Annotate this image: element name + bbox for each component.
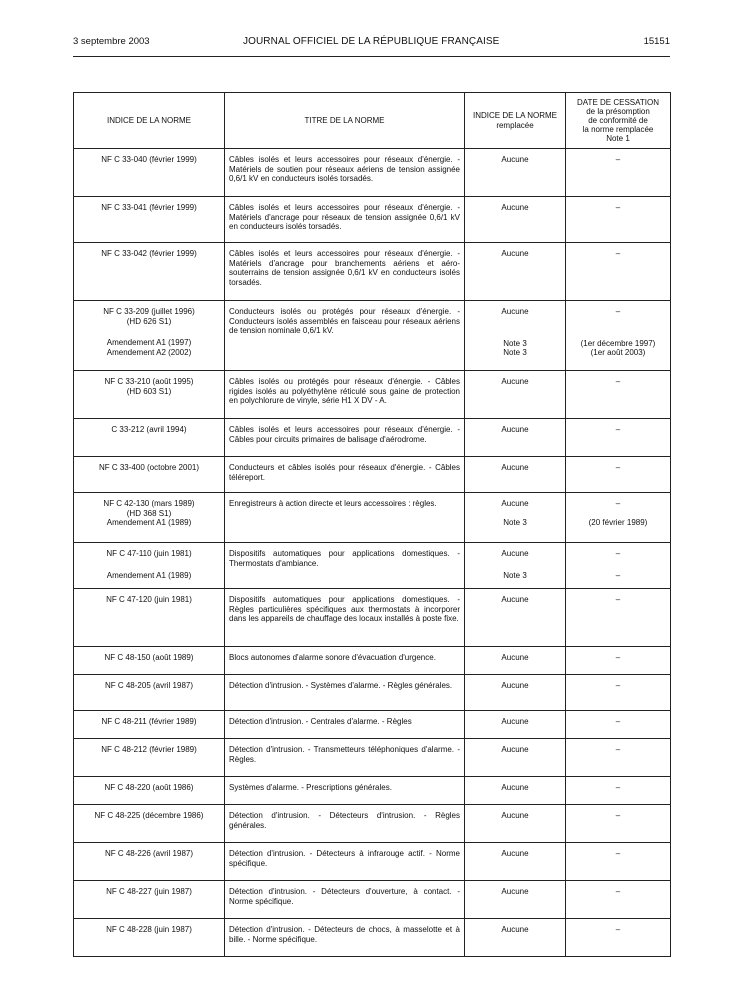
table-row bbox=[74, 301, 671, 371]
norm-index-hd: (HD 368 S1) bbox=[126, 508, 172, 518]
amendment-date: (20 février 1989) bbox=[588, 517, 648, 527]
cessation-date: – bbox=[566, 457, 671, 493]
norm-index: NF C 33-040 (février 1999) bbox=[74, 149, 225, 197]
norm-index: NF C 33-042 (février 1999) bbox=[74, 243, 225, 301]
page-header bbox=[73, 36, 670, 52]
cessation-date: – bbox=[615, 549, 621, 558]
norm-index: NF C 47-110 (juin 1981) bbox=[106, 549, 192, 558]
replaced-norm: Aucune bbox=[465, 197, 566, 243]
cessation-date: – bbox=[566, 149, 671, 197]
norm-title: Dispositifs automatiques pour applications domestiques. - Thermostats d'ambiance. bbox=[225, 543, 465, 589]
replaced-norm: Aucune bbox=[465, 149, 566, 197]
norm-title: Détection d'intrusion. - Centrales d'alarme. - Règles bbox=[225, 711, 465, 739]
norm-index-hd: (HD 626 S1) bbox=[126, 316, 172, 326]
amendment-index: Amendement A1 (1989) bbox=[106, 570, 192, 580]
column-header-date-line: DATE DE CESSATION bbox=[577, 97, 659, 107]
cessation-date: – bbox=[566, 589, 671, 647]
cessation-date: – bbox=[566, 777, 671, 805]
replaced-norm-cell bbox=[465, 301, 566, 371]
replaced-norm: Aucune bbox=[465, 777, 566, 805]
cessation-date: – bbox=[566, 197, 671, 243]
norm-index: NF C 48-227 (juin 1987) bbox=[74, 881, 225, 919]
norm-index: NF C 48-228 (juin 1987) bbox=[74, 919, 225, 957]
norm-index-hd: (HD 603 S1) bbox=[126, 386, 172, 396]
table-row bbox=[74, 243, 671, 301]
table-row bbox=[74, 589, 671, 647]
replaced-norm-cell bbox=[465, 493, 566, 543]
norm-title: Détection d'intrusion. - Détecteurs d'intrusion. - Règles générales. bbox=[225, 805, 465, 843]
norm-title: Câbles isolés et leurs accessoires pour réseaux d'énergie. - Câbles pour circuits primaires de balisage d'aérodrome. bbox=[225, 419, 465, 457]
replaced-norm: Aucune bbox=[501, 307, 529, 316]
norm-index: NF C 48-226 (avril 1987) bbox=[74, 843, 225, 881]
table-row bbox=[74, 777, 671, 805]
table-row bbox=[74, 149, 671, 197]
cessation-date-cell bbox=[566, 543, 671, 589]
norm-title: Détection d'intrusion. - Détecteurs d'ouverture, à contact. - Norme spécifique. bbox=[225, 881, 465, 919]
norm-title: Conducteurs isolés ou protégés pour réseaux d'énergie. - Conducteurs isolés assemblés en faisceau pour réseaux aériens de tension nominale 0,6/1 kV. bbox=[225, 301, 465, 371]
norm-index: NF C 48-205 (avril 1987) bbox=[74, 675, 225, 711]
norm-index: NF C 48-225 (décembre 1986) bbox=[74, 805, 225, 843]
norm-title: Systèmes d'alarme. - Prescriptions générales. bbox=[225, 777, 465, 805]
header-rule bbox=[73, 56, 670, 57]
replaced-norm: Aucune bbox=[465, 589, 566, 647]
norm-title: Câbles isolés et leurs accessoires pour réseaux d'énergie. - Matériels d'ancrage pour réseaux de tension assignée 0,6/1 kV en conducteurs isolés torsadés. bbox=[225, 197, 465, 243]
replaced-norm: Aucune bbox=[465, 711, 566, 739]
column-header-replaced-line: INDICE DE LA NORME bbox=[472, 111, 557, 121]
table-row bbox=[74, 371, 671, 419]
norm-title: Détection d'intrusion. - Détecteurs à infrarouge actif. - Norme spécifique. bbox=[225, 843, 465, 881]
norm-title: Câbles isolés et leurs accessoires pour réseaux d'énergie. - Matériels de soutien pour réseaux aériens de tension assignée 0,6/1 kV en conducteurs isolés torsadés. bbox=[225, 149, 465, 197]
table-row bbox=[74, 197, 671, 243]
cessation-date: – bbox=[615, 307, 621, 316]
amendment-date: (1er août 2003) bbox=[590, 348, 646, 358]
norm-index: NF C 33-041 (février 1999) bbox=[74, 197, 225, 243]
cessation-date: – bbox=[615, 499, 621, 508]
column-header-replaced-line: remplacée bbox=[496, 120, 534, 130]
norm-index-cell bbox=[74, 543, 225, 589]
norm-index-cell bbox=[74, 371, 225, 419]
table-row bbox=[74, 881, 671, 919]
replaced-norm: Aucune bbox=[501, 499, 529, 508]
amendment-index: Amendement A1 (1997) bbox=[106, 338, 192, 348]
replaced-norm: Aucune bbox=[501, 549, 529, 558]
column-header-date-line: Note 1 bbox=[606, 134, 630, 144]
column-header-title: TITRE DE LA NORME bbox=[225, 93, 465, 149]
column-header-date bbox=[566, 93, 671, 149]
norm-index: NF C 33-209 (juillet 1996) bbox=[103, 307, 195, 316]
norm-title: Conducteurs et câbles isolés pour réseaux d'énergie. - Câbles téléreport. bbox=[225, 457, 465, 493]
replaced-norm: Aucune bbox=[465, 881, 566, 919]
norm-title: Détection d'intrusion. - Transmetteurs téléphoniques d'alarme. - Règles. bbox=[225, 739, 465, 777]
column-header-date-line: de conformité de bbox=[588, 115, 648, 125]
amendment-replaced: Note 3 bbox=[503, 338, 527, 348]
cessation-date-cell bbox=[566, 493, 671, 543]
norm-title: Enregistreurs à action directe et leurs accessoires : règles. bbox=[225, 493, 465, 543]
table-row bbox=[74, 675, 671, 711]
page-number: 15151 bbox=[643, 36, 670, 47]
cessation-date: – bbox=[566, 371, 671, 419]
table-header-row bbox=[74, 93, 671, 149]
norm-index: NF C 48-212 (février 1989) bbox=[74, 739, 225, 777]
norm-index: NF C 33-400 (octobre 2001) bbox=[74, 457, 225, 493]
amendment-date: – bbox=[615, 570, 621, 580]
replaced-norm: Aucune bbox=[465, 419, 566, 457]
header-date: 3 septembre 2003 bbox=[73, 36, 150, 47]
cessation-date: – bbox=[566, 711, 671, 739]
norm-index: NF C 33-210 (août 1995) bbox=[104, 377, 194, 386]
table-row bbox=[74, 739, 671, 777]
table-row bbox=[74, 419, 671, 457]
table-row bbox=[74, 843, 671, 881]
norm-index: NF C 48-211 (février 1989) bbox=[74, 711, 225, 739]
column-header-replaced bbox=[465, 93, 566, 149]
norm-index: NF C 48-150 (août 1989) bbox=[74, 647, 225, 675]
cessation-date: – bbox=[566, 881, 671, 919]
replaced-norm: Aucune bbox=[465, 243, 566, 301]
cessation-date: – bbox=[566, 675, 671, 711]
column-header-date-line: la norme remplacée bbox=[582, 125, 654, 135]
cessation-date-cell bbox=[566, 301, 671, 371]
norm-title: Dispositifs automatiques pour applications domestiques. - Règles particulières spécifiques aux thermostats à incorporer dans les appareils de chauffage des locaux installés à poste fixe. bbox=[225, 589, 465, 647]
norm-index: NF C 47-120 (juin 1981) bbox=[74, 589, 225, 647]
cessation-date: – bbox=[566, 243, 671, 301]
norm-index: NF C 48-220 (août 1986) bbox=[74, 777, 225, 805]
replaced-norm: Aucune bbox=[465, 647, 566, 675]
norm-index: NF C 42-130 (mars 1989) bbox=[103, 499, 195, 508]
journal-title: JOURNAL OFFICIEL DE LA RÉPUBLIQUE FRANÇAISE bbox=[243, 36, 500, 47]
amendment-date: (1er décembre 1997) bbox=[580, 338, 656, 348]
table-row bbox=[74, 493, 671, 543]
table-row bbox=[74, 919, 671, 957]
norm-title: Détection d'intrusion. - Systèmes d'alarme. - Règles générales. bbox=[225, 675, 465, 711]
replaced-norm: Aucune bbox=[465, 739, 566, 777]
amendment-index: Amendement A1 (1989) bbox=[106, 518, 192, 528]
table-row bbox=[74, 805, 671, 843]
amendment-replaced: Note 3 bbox=[503, 570, 527, 580]
replaced-norm: Aucune bbox=[465, 805, 566, 843]
cessation-date: – bbox=[566, 419, 671, 457]
amendment-replaced: Note 3 bbox=[503, 517, 527, 527]
norms-table bbox=[73, 92, 671, 957]
norm-title: Câbles isolés ou protégés pour réseaux d'énergie. - Câbles rigides isolés au polyéthylène réticulé sous gaine de protection en polychlorure de vinyle, série H1 X DV - A. bbox=[225, 371, 465, 419]
replaced-norm: Aucune bbox=[465, 843, 566, 881]
table-row bbox=[74, 647, 671, 675]
cessation-date: – bbox=[566, 919, 671, 957]
replaced-norm-cell bbox=[465, 543, 566, 589]
replaced-norm: Aucune bbox=[465, 371, 566, 419]
column-header-date-line: de la présomption bbox=[586, 106, 650, 116]
norm-title: Blocs autonomes d'alarme sonore d'évacuation d'urgence. bbox=[225, 647, 465, 675]
cessation-date: – bbox=[566, 805, 671, 843]
table-row bbox=[74, 543, 671, 589]
replaced-norm: Aucune bbox=[465, 675, 566, 711]
column-header-index: INDICE DE LA NORME bbox=[74, 93, 225, 149]
table-row bbox=[74, 711, 671, 739]
norm-index: C 33-212 (avril 1994) bbox=[74, 419, 225, 457]
amendment-index: Amendement A2 (2002) bbox=[106, 347, 192, 357]
replaced-norm: Aucune bbox=[465, 457, 566, 493]
norm-index-cell bbox=[74, 493, 225, 543]
table-row bbox=[74, 457, 671, 493]
norm-index-cell bbox=[74, 301, 225, 371]
norm-title: Câbles isolés et leurs accessoires pour réseaux d'énergie. - Matériels d'ancrage pour branchements aériens et aéro-souterrains de tension assignée 0,6/1 kV en conducteurs isolés torsadés. bbox=[225, 243, 465, 301]
cessation-date: – bbox=[566, 843, 671, 881]
amendment-replaced: Note 3 bbox=[503, 348, 527, 358]
cessation-date: – bbox=[566, 647, 671, 675]
cessation-date: – bbox=[566, 739, 671, 777]
replaced-norm: Aucune bbox=[465, 919, 566, 957]
norm-title: Détection d'intrusion. - Détecteurs de chocs, à masselotte et à bille. - Norme spécifique. bbox=[225, 919, 465, 957]
